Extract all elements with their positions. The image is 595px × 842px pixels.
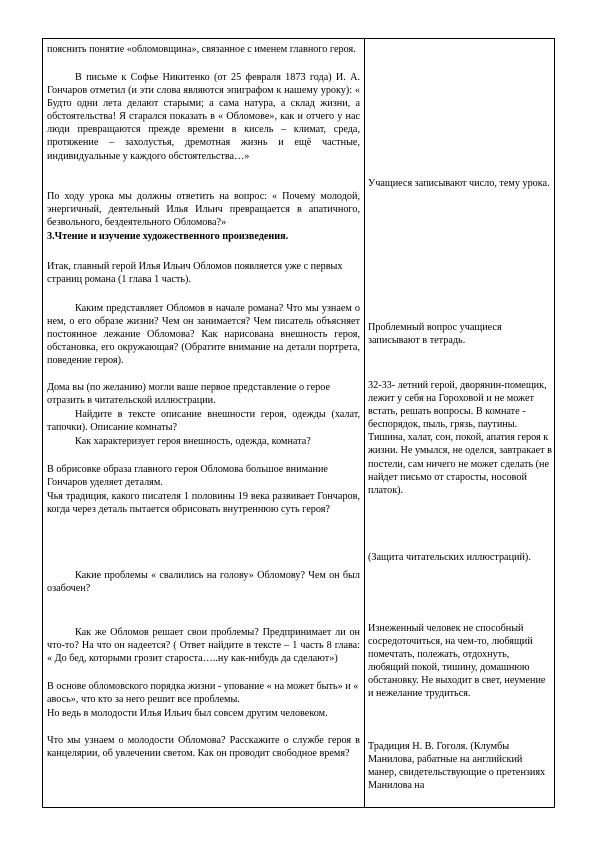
right-paragraph-5: Изнеженный человек не способный сосредоточиться, на чем-то, любящий помечтать, полежать, отдохнуть, любящий покой, тишину, домашнюю обстановку. Не выходит в свет, неумение и нежелание трудиться. bbox=[368, 623, 546, 700]
left-paragraph-11: Чья традиция, какого писателя 1 половины 19 века развивает Гончаров, когда через деталь пытается обрисовать внутреннюю суть героя? bbox=[47, 491, 360, 516]
left-paragraph-5: Итак, главный герой Илья Ильич Обломов появляется уже с первых страниц романа (1 глава 1 часть). bbox=[47, 261, 343, 286]
right-paragraph-4: (Защита читательских иллюстраций). bbox=[368, 552, 531, 563]
right-paragraph-3: 32-33- летний герой, дворянин-помещик, лежит у себя на Гороховой и не может встать, решать вопросы. В комнате - беспорядок, пыль, грязь, паутины. Тишина, халат, сон, покой, апатия героя к жизни. Не умылся, не оделся, завтракает в постели, сам ничего не может сделать (не найдет письмо от старосты, носовой платок). bbox=[368, 380, 552, 496]
left-paragraph-9: Как характеризует героя внешность, одежда, комната? bbox=[75, 436, 311, 447]
right-paragraph-6: Традиция Н. В. Гоголя. (Клумбы Манилова, рабатные на английский манер, свидетельствующие о претензиях Манилова на bbox=[368, 741, 546, 792]
left-paragraph-16: Что мы узнаем о молодости Обломова? Расскажите о службе героя в канцелярии, об увлечении светом. Как он проводит свободное время? bbox=[47, 735, 360, 760]
left-paragraph-14: В основе обломовского порядка жизни - упование « на может быть» и « авось», что кто за него решит все проблемы. bbox=[47, 681, 359, 706]
left-paragraph-8: Найдите в тексте описание внешности героя, одежды (халат, тапочки). Описание комнаты? bbox=[47, 409, 360, 434]
left-paragraph-2: В письме к Софье Никитенко (от 25 февраля 1873 года) И. А. Гончаров отметил (и эти слова являются эпиграфом к нашему уроку): « Будто одни лета делают старыми; а сама натура, а склад жизни, а обстоятельства! Я старался показать в « Обломове», как и отчего у нас люди превращаются прежде времени в кисель – климат, среда, протяжение – захолустья, дремотная жизнь и ещё частные, индивидуальные у каждого обстоятельства…» bbox=[47, 72, 360, 162]
left-paragraph-3: По ходу урока мы должны ответить на вопрос: « Почему молодой, энергичный, деятельный Илья Ильич превращается в апатичного, безвольного, бездеятельного Обломова?» bbox=[47, 191, 360, 229]
column-divider bbox=[364, 39, 365, 807]
left-paragraph-7: Дома вы (по желанию) могли ваше первое представление о герое отразить в читательской иллюстрации. bbox=[47, 382, 330, 407]
left-section-heading: 3.Чтение и изучение художественного произведения. bbox=[47, 231, 289, 242]
left-paragraph-6: Каким представляет Обломов в начале романа? Что мы узнаем о нем, о его образе жизни? Чем он занимается? Чем писатель объясняет постоянное лежание Обломова? Как нарисована внешность героя, обстановка, его окружающая? (Обратите внимание на детали портрета, поведение героя). bbox=[47, 303, 360, 367]
left-paragraph-1: пояснить понятие «обломовщина», связанное с именем главного героя. bbox=[47, 44, 356, 55]
left-paragraph-15: Но ведь в молодости Илья Ильич был совсем другим человеком. bbox=[47, 708, 328, 719]
left-paragraph-12: Какие проблемы « свалились на голову» Обломову? Чем он был озабочен? bbox=[47, 570, 360, 595]
right-paragraph-1: Учащиеся записывают число, тему урока. bbox=[368, 178, 550, 189]
left-paragraph-13: Как же Обломов решает свои проблемы? Предпринимает ли он что-то? На что он надеется? ( Ответ найдите в тексте – 1 часть 8 глава: « До бед, которыми грозит староста…..ну как-нибудь да сделают») bbox=[47, 627, 360, 665]
left-paragraph-10: В обрисовке образа главного героя Обломова большое внимание Гончаров уделяет деталям. bbox=[47, 464, 328, 489]
lesson-table bbox=[42, 38, 555, 808]
right-paragraph-2: Проблемный вопрос учащиеся записывают в тетрадь. bbox=[368, 322, 502, 347]
